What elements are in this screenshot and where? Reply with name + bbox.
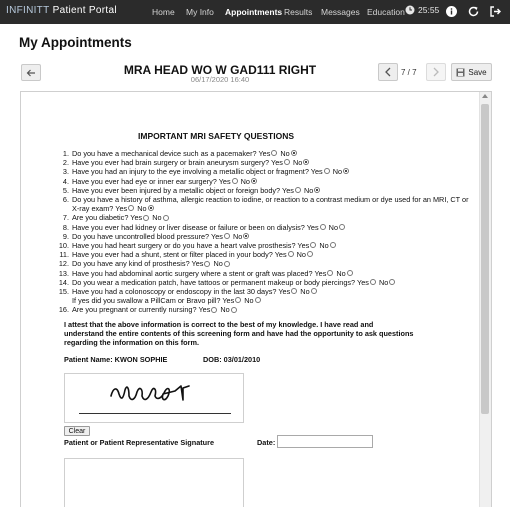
question-content [72,223,477,232]
question-number: 6. [62,195,69,205]
answer-label-yes: Yes [357,277,369,287]
question-number: 4. [62,176,69,186]
answer-option-no [379,278,396,287]
answer-option-yes [314,269,334,278]
question-text: Do you have uncontrolled blood pressure? [72,231,210,241]
radio-no[interactable] [307,251,313,257]
answer-label-no: No [244,296,254,306]
nav-education[interactable]: Education [367,7,405,17]
question-row [57,250,477,259]
answer-option-yes [275,250,295,259]
question-text: Have you had heart surgery or do you have a heart valve prosthesis? [72,241,296,251]
answer-label-no: No [240,176,250,186]
answer-option-no [241,177,258,186]
question-content [72,269,477,278]
answer-label-yes: Yes [211,231,223,241]
question-row [57,305,477,314]
answer-option-no [280,149,297,158]
answer-label-no: No [292,158,303,168]
answer-label-yes: Yes [274,250,287,260]
radio-no[interactable] [291,150,297,156]
question-content [72,250,477,259]
answer-option-yes [198,305,218,314]
answer-label-no: No [332,167,343,177]
signature-label: Patient or Patient Representative Signature [64,438,215,447]
radio-no[interactable] [311,288,317,294]
question-text: Have you ever been injured by a metallic object or foreign body? [72,185,281,195]
answer-label-yes: Yes [218,176,231,186]
question-row [57,259,477,268]
answer-label-no: No [336,268,346,278]
radio-yes[interactable] [211,307,217,313]
scrollbar-thumb[interactable] [481,104,489,414]
answer-option-yes [211,232,231,241]
answer-option-yes [115,204,135,213]
answer-option-yes [282,186,302,195]
answer-option-no [336,269,353,278]
clock-icon [405,5,415,15]
question-number: 14. [58,277,69,287]
answer-option-no [333,167,350,176]
save-button[interactable] [451,63,492,81]
answer-label-no: No [280,149,290,158]
chevron-left-icon [384,67,392,77]
radio-yes[interactable] [324,168,330,174]
question-row [57,213,477,222]
radio-yes[interactable] [143,215,149,221]
question-row [57,177,477,186]
question-content [72,167,477,176]
logout-icon[interactable] [489,5,502,18]
question-text: Do you have any kind of prosthesis? [72,259,190,269]
answer-label-yes: Yes [314,268,327,278]
question-number: 7. [62,213,69,223]
radio-yes[interactable] [320,224,326,230]
arrow-left-icon [26,69,36,77]
radio-yes[interactable] [128,205,134,211]
question-content [72,259,477,268]
radio-no[interactable] [163,215,169,221]
radio-yes[interactable] [271,150,277,156]
question-row [57,186,477,195]
page-counter: 7 / 7 [401,68,417,77]
question-content [72,149,477,158]
answer-option-yes [271,158,291,167]
question-number: 15. [58,287,69,297]
answer-option-yes [258,149,278,158]
signature-line [79,413,231,414]
radio-yes[interactable] [310,242,316,248]
answer-option-yes [192,259,212,268]
question-text: Are you diabetic? [72,213,129,223]
question-row [57,296,477,305]
question-content [72,158,477,167]
answer-label-no: No [137,204,147,214]
radio-yes[interactable] [288,251,294,257]
radio-no[interactable] [343,168,349,174]
clear-signature-button[interactable]: Clear [64,426,90,436]
nav-results[interactable]: Results [284,7,313,17]
question-content [72,241,477,250]
answer-option-no [329,223,346,232]
radio-no[interactable] [251,178,257,184]
answer-label-yes: Yes [297,241,310,251]
radio-yes[interactable] [284,159,290,165]
answer-option-no [319,241,336,250]
radio-yes[interactable] [232,178,238,184]
signature-drawing [65,374,245,424]
question-text: Have you had a colonoscopy or endoscopy in the last 30 days? [72,287,277,297]
question-content [72,278,477,287]
radio-no[interactable] [347,270,353,276]
question-row [57,158,477,167]
nav-appointments[interactable]: Appointments [225,7,283,17]
question-content [72,232,477,241]
question-content [72,186,477,195]
radio-yes[interactable] [204,261,210,267]
second-signature-pad[interactable] [64,458,244,507]
question-number: 2. [62,158,69,168]
top-nav-bar [0,0,510,24]
question-number: 13. [58,268,69,278]
attestation-text: I attest that the above information is correct to the best of my knowledge. I have read and understand the entire contents of this screening form and have had the opportunity to ask questions regarding the information on this form. [64,320,414,348]
answer-label-no: No [152,213,162,223]
date-label: Date: [257,438,276,447]
brand-logo: INFINITT Patient Portal [6,5,117,16]
date-input[interactable] [277,435,373,448]
question-text: Do you have a history of asthma, allergic reaction to iodine, or reaction to a contrast medium or dye used for an MRI, CT or X-ray exam? [72,195,469,214]
question-row [57,287,477,296]
answer-label-no: No [319,241,329,251]
radio-no[interactable] [148,205,154,211]
radio-no[interactable] [255,297,261,303]
answer-option-yes [219,177,239,186]
answer-option-yes [307,223,327,232]
question-number: 9. [62,231,69,241]
question-text: Have you ever had eye or inner ear surgery? [72,176,217,186]
radio-no[interactable] [389,279,395,285]
radio-no[interactable] [303,159,309,165]
question-text: If yes did you swallow a PillCam or Bravo pill? [72,296,221,306]
question-content [72,177,477,186]
signature-pad[interactable] [64,373,244,423]
question-number: 3. [62,167,69,177]
timer-value: 25:55 [418,5,440,15]
answer-label-yes: Yes [222,296,235,306]
question-row [57,195,477,213]
question-text: Do you wear a medication patch, have tattoos or permanent makeup or body piercings? [72,277,356,287]
answer-label-yes: Yes [115,204,128,214]
question-number: 1. [62,149,69,158]
answer-option-no [244,296,261,305]
answer-label-no: No [296,250,306,260]
question-text: Have you ever had a shunt, stent or filter placed in your body? [72,250,273,260]
radio-no[interactable] [330,242,336,248]
question-list [57,149,477,315]
nav-home[interactable]: Home [152,7,175,17]
answer-option-yes [278,287,298,296]
save-label: Save [468,67,487,77]
document-date: 06/17/2020 16:40 [190,75,250,84]
radio-yes[interactable] [327,270,333,276]
radio-no[interactable] [243,233,249,239]
answer-label-yes: Yes [198,305,211,315]
question-text: Have you had abdominal aortic surgery where a stent or graft was placed? [72,268,313,278]
question-text: Have you ever had brain surgery or brain aneurysm surgery? [72,158,270,168]
question-number: 10. [58,241,69,251]
refresh-icon[interactable] [467,5,480,18]
answer-option-no [220,305,237,314]
answer-option-no [213,259,230,268]
next-page-button[interactable] [426,63,446,81]
question-text: Do you have a mechanical device such as a pacemaker? [72,149,257,158]
question-content [72,296,477,305]
radio-no[interactable] [339,224,345,230]
question-row [57,149,477,158]
answer-label-yes: Yes [258,149,271,158]
chevron-right-icon [432,67,440,77]
question-number: 12. [58,259,69,269]
answer-label-no: No [328,222,338,232]
question-content [72,195,477,213]
question-text: Have you ever had kidney or liver disease or failure or been on dialysis? [72,222,305,232]
question-row [57,241,477,250]
answer-label-yes: Yes [130,213,143,223]
nav-messages[interactable]: Messages [321,7,360,17]
answer-option-no [152,213,169,222]
question-number: 16. [58,305,69,315]
radio-yes[interactable] [370,279,376,285]
radio-yes[interactable] [224,233,230,239]
question-row [57,167,477,176]
question-row [57,278,477,287]
answer-label-no: No [232,231,243,241]
question-number: 8. [62,222,69,232]
answer-option-no [233,232,250,241]
form-heading: IMPORTANT MRI SAFETY QUESTIONS [138,131,294,141]
answer-label-yes: Yes [271,158,283,168]
info-icon[interactable] [445,5,458,18]
answer-option-yes [357,278,377,287]
answer-label-yes: Yes [310,167,323,177]
answer-label-yes: Yes [191,259,204,269]
radio-yes[interactable] [295,187,301,193]
question-text: Have you had an injury to the eye involving a metallic object or fragment? [72,167,309,177]
question-text: Are you pregnant or currently nursing? [72,305,197,315]
document-title: MRA HEAD WO W GAD111 RIGHT [123,63,317,77]
previous-page-button[interactable] [378,63,398,81]
answer-label-no: No [220,305,230,315]
scrollbar[interactable] [479,92,491,507]
question-row [57,223,477,232]
answer-label-no: No [303,185,314,195]
radio-no[interactable] [314,187,320,193]
page-title: My Appointments [19,35,132,50]
answer-option-yes [222,296,242,305]
document-viewer [20,91,492,507]
scroll-up-arrow-icon[interactable] [482,94,488,98]
question-number: 11. [59,250,69,260]
answer-label-yes: Yes [278,287,291,297]
answer-option-no [304,186,321,195]
patient-name: Patient Name: KWON SOPHIE [64,355,168,364]
question-content [72,213,477,222]
answer-option-no [293,158,310,167]
radio-no[interactable] [224,261,230,267]
question-content [72,305,477,314]
answer-option-yes [311,167,331,176]
back-button[interactable] [21,64,41,81]
answer-label-no: No [378,277,389,287]
answer-label-yes: Yes [306,222,319,232]
question-row [57,269,477,278]
answer-option-yes [297,241,317,250]
answer-label-yes: Yes [282,185,294,195]
session-timer [405,5,439,15]
radio-yes[interactable] [291,288,297,294]
nav-my-info[interactable]: My Info [186,7,214,17]
question-content [72,287,477,296]
answer-option-yes [130,213,150,222]
answer-label-no: No [300,287,310,297]
answer-option-no [300,287,317,296]
answer-option-no [137,204,154,213]
radio-yes[interactable] [235,297,241,303]
answer-label-no: No [213,259,223,269]
question-row [57,232,477,241]
radio-no[interactable] [231,307,237,313]
floppy-disk-icon [456,68,465,77]
question-number: 5. [62,185,69,195]
patient-dob: DOB: 03/01/2010 [203,355,261,364]
answer-option-no [297,250,314,259]
